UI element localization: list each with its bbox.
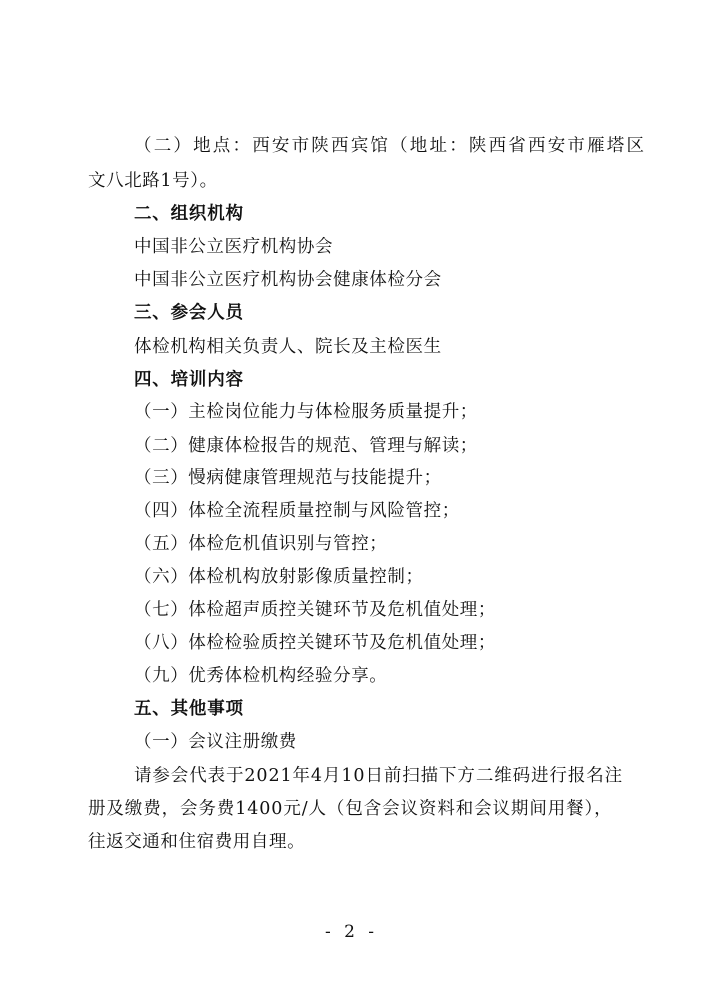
training-item-3: （三）慢病健康管理规范与技能提升； [134,468,442,488]
registration-line-2: 册及缴费，会务费1400元/人（包含会议资料和会议期间用餐）， [88,799,613,819]
section-heading-other: 五、其他事项 [134,699,244,719]
section-heading-training: 四、培训内容 [134,370,244,390]
training-item-5: （五）体检危机值识别与管控； [134,534,388,554]
training-item-1: （一）主检岗位能力与体检服务质量提升； [134,402,478,422]
venue-line-2: 文八北路1号）。 [88,171,218,191]
subheading-registration: （一）会议注册缴费 [134,732,297,752]
training-item-8: （八）体检检验质控关键环节及危机值处理； [134,633,496,653]
venue-line-1: （二）地点：西安市陕西宾馆（地址：陕西省西安市雁塔区 [134,136,647,156]
training-item-2: （二）健康体检报告的规范、管理与解读； [134,436,478,456]
page-number: - 2 - [324,922,379,942]
section-heading-organizer: 二、组织机构 [134,204,244,224]
attendees-text: 体检机构相关负责人、院长及主检医生 [134,337,442,357]
organizer-2: 中国非公立医疗机构协会健康体检分会 [134,270,442,290]
training-item-4: （四）体检全流程质量控制与风险管控； [134,501,460,521]
registration-line-3: 往返交通和住宿费用自理。 [88,832,306,852]
training-item-7: （七）体检超声质控关键环节及危机值处理； [134,600,496,620]
training-item-9: （九）优秀体检机构经验分享。 [134,666,388,686]
organizer-1: 中国非公立医疗机构协会 [134,237,334,257]
training-item-6: （六）体检机构放射影像质量控制； [134,567,424,587]
section-heading-attendees: 三、参会人员 [134,303,244,323]
registration-line-1: 请参会代表于2021年4月10日前扫描下方二维码进行报名注 [134,766,624,786]
